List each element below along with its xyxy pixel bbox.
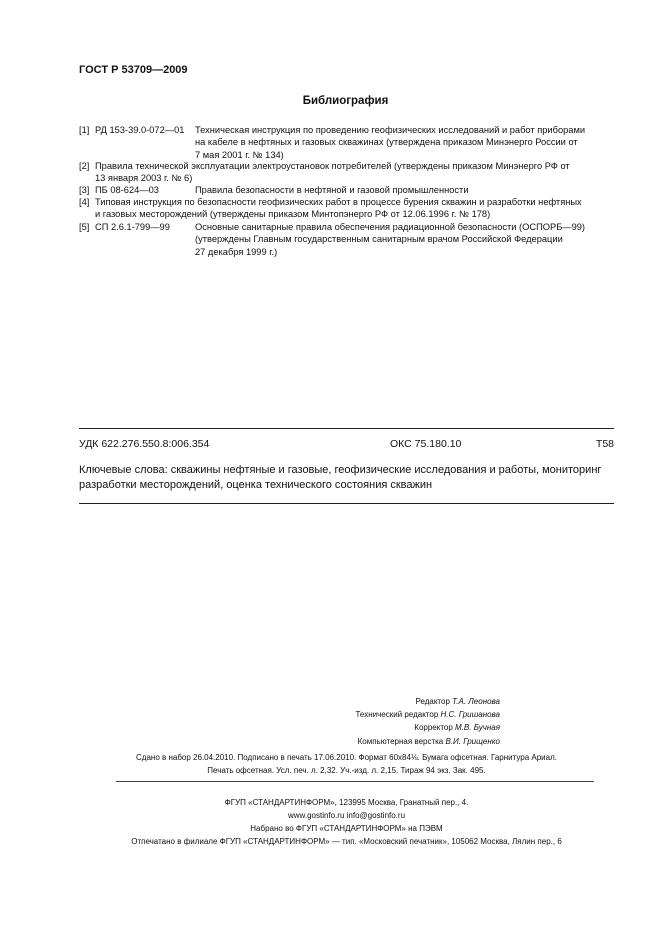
udk-code: УДК 622.276.550.8:006.354 (79, 438, 210, 450)
entry-text-line: на кабеле в нефтяных и газовых скважинах (утверждена приказом Минэнерго России от (195, 137, 578, 148)
credit-layout (160, 735, 500, 748)
credit-editor (160, 695, 500, 708)
keywords (79, 463, 619, 493)
bibliography-title: Библиография (302, 95, 389, 107)
keywords-line: Ключевые слова: скважины нефтяные и газовые, геофизические исследования и работы, мониторинг (79, 464, 602, 476)
publisher-line: Отпечатано в филиале ФГУП «СТАНДАРТИНФОРМ» — тип. «Московский печатник», 105062 Москва, Лялин пер., 6 (131, 837, 562, 846)
entry-text-line: и газовых месторождений (утверждены приказом Минтопэнерго РФ от 12.06.1996 г. № 178) (95, 209, 491, 220)
entry-text-line: Основные санитарные правила обеспечения радиационной безопасности (ОСПОРБ—99) (195, 222, 586, 232)
publisher-line: www.gostinfo.ru info@gostinfo.ru (287, 811, 406, 820)
credit-name: М.В. Бучная (455, 723, 500, 733)
entry-number: [3] (79, 185, 90, 195)
entry-text (195, 221, 614, 258)
credit-role: Компьютерная верстка (357, 736, 446, 746)
oks-code: ОКС 75.180.10 (390, 438, 462, 450)
entry-text-line: Правила технической эксплуатации электроустановок потребителей (утверждены приказом Минэнерго РФ от (95, 161, 570, 171)
credit-role: Технический редактор (355, 710, 441, 720)
entry-text (195, 124, 614, 161)
credit-tech-editor (160, 708, 500, 721)
credits (160, 695, 500, 748)
standard-id: ГОСТ Р 53709—2009 (79, 64, 188, 76)
entry-text-line: 13 января 2003 г. № 6) (95, 173, 193, 184)
entry-code: СП 2.6.1-799—99 (95, 222, 170, 232)
publisher-info (79, 796, 614, 848)
entry-number: [2] (79, 161, 90, 171)
group-code: Т58 (595, 438, 614, 450)
entry-text-line: Типовая инструкция по безопасности геофизических работ в процессе бурения скважин и разработки нефтяных (95, 197, 582, 207)
entry-text-line: 27 декабря 1999 г.) (195, 246, 278, 257)
divider-bottom (79, 503, 614, 504)
entry-text (195, 184, 614, 196)
publisher-line: Набрано во ФГУП «СТАНДАРТИНФОРМ» на ПЭВМ (250, 824, 443, 833)
imprint-line: Печать офсетная. Усл. печ. л. 2,32. Уч.-изд. л. 2,15. Тираж 94 экз. Зак. 495. (207, 766, 486, 775)
keywords-line: разработки месторождений, оценка технического состояния скважин (79, 479, 433, 491)
credit-name: В.И. Грищенко (445, 736, 500, 746)
entry-text-line: Правила безопасности в нефтяной и газовой промышленности (195, 185, 469, 195)
credit-role: Редактор (415, 697, 453, 706)
entry-text-line: (утверждены Главным государственным санитарным врачом Российской Федерации (195, 234, 563, 245)
entry-text-line: 7 мая 2001 г. № 134) (195, 149, 284, 160)
entry-number: [5] (79, 222, 90, 232)
entry-text-line: Техническая инструкция по проведению геофизических исследований и работ приборами (195, 125, 586, 135)
entry-text (95, 196, 614, 221)
credit-name: Н.С. Гришанова (440, 710, 500, 720)
entry-code: РД 153-39.0-072—01 (95, 125, 185, 135)
entry-number: [4] (79, 197, 90, 207)
publisher-line: ФГУП «СТАНДАРТИНФОРМ», 123995 Москва, Гранатный пер., 4. (224, 798, 469, 807)
credit-corrector (160, 721, 500, 734)
credit-name: Т.А. Леонова (452, 697, 500, 706)
divider-top (79, 428, 614, 429)
entry-number: [1] (79, 125, 90, 135)
entry-text (95, 160, 614, 185)
divider-imprint (116, 781, 594, 782)
print-imprint (79, 751, 614, 777)
entry-code: ПБ 08-624—03 (95, 185, 159, 195)
imprint-line: Сдано в набор 26.04.2010. Подписано в печать 17.06.2010. Формат 60x84⅛. Бумага офсетная. Гарнитура Ариал. (136, 753, 557, 762)
credit-role: Корректор (414, 723, 456, 733)
